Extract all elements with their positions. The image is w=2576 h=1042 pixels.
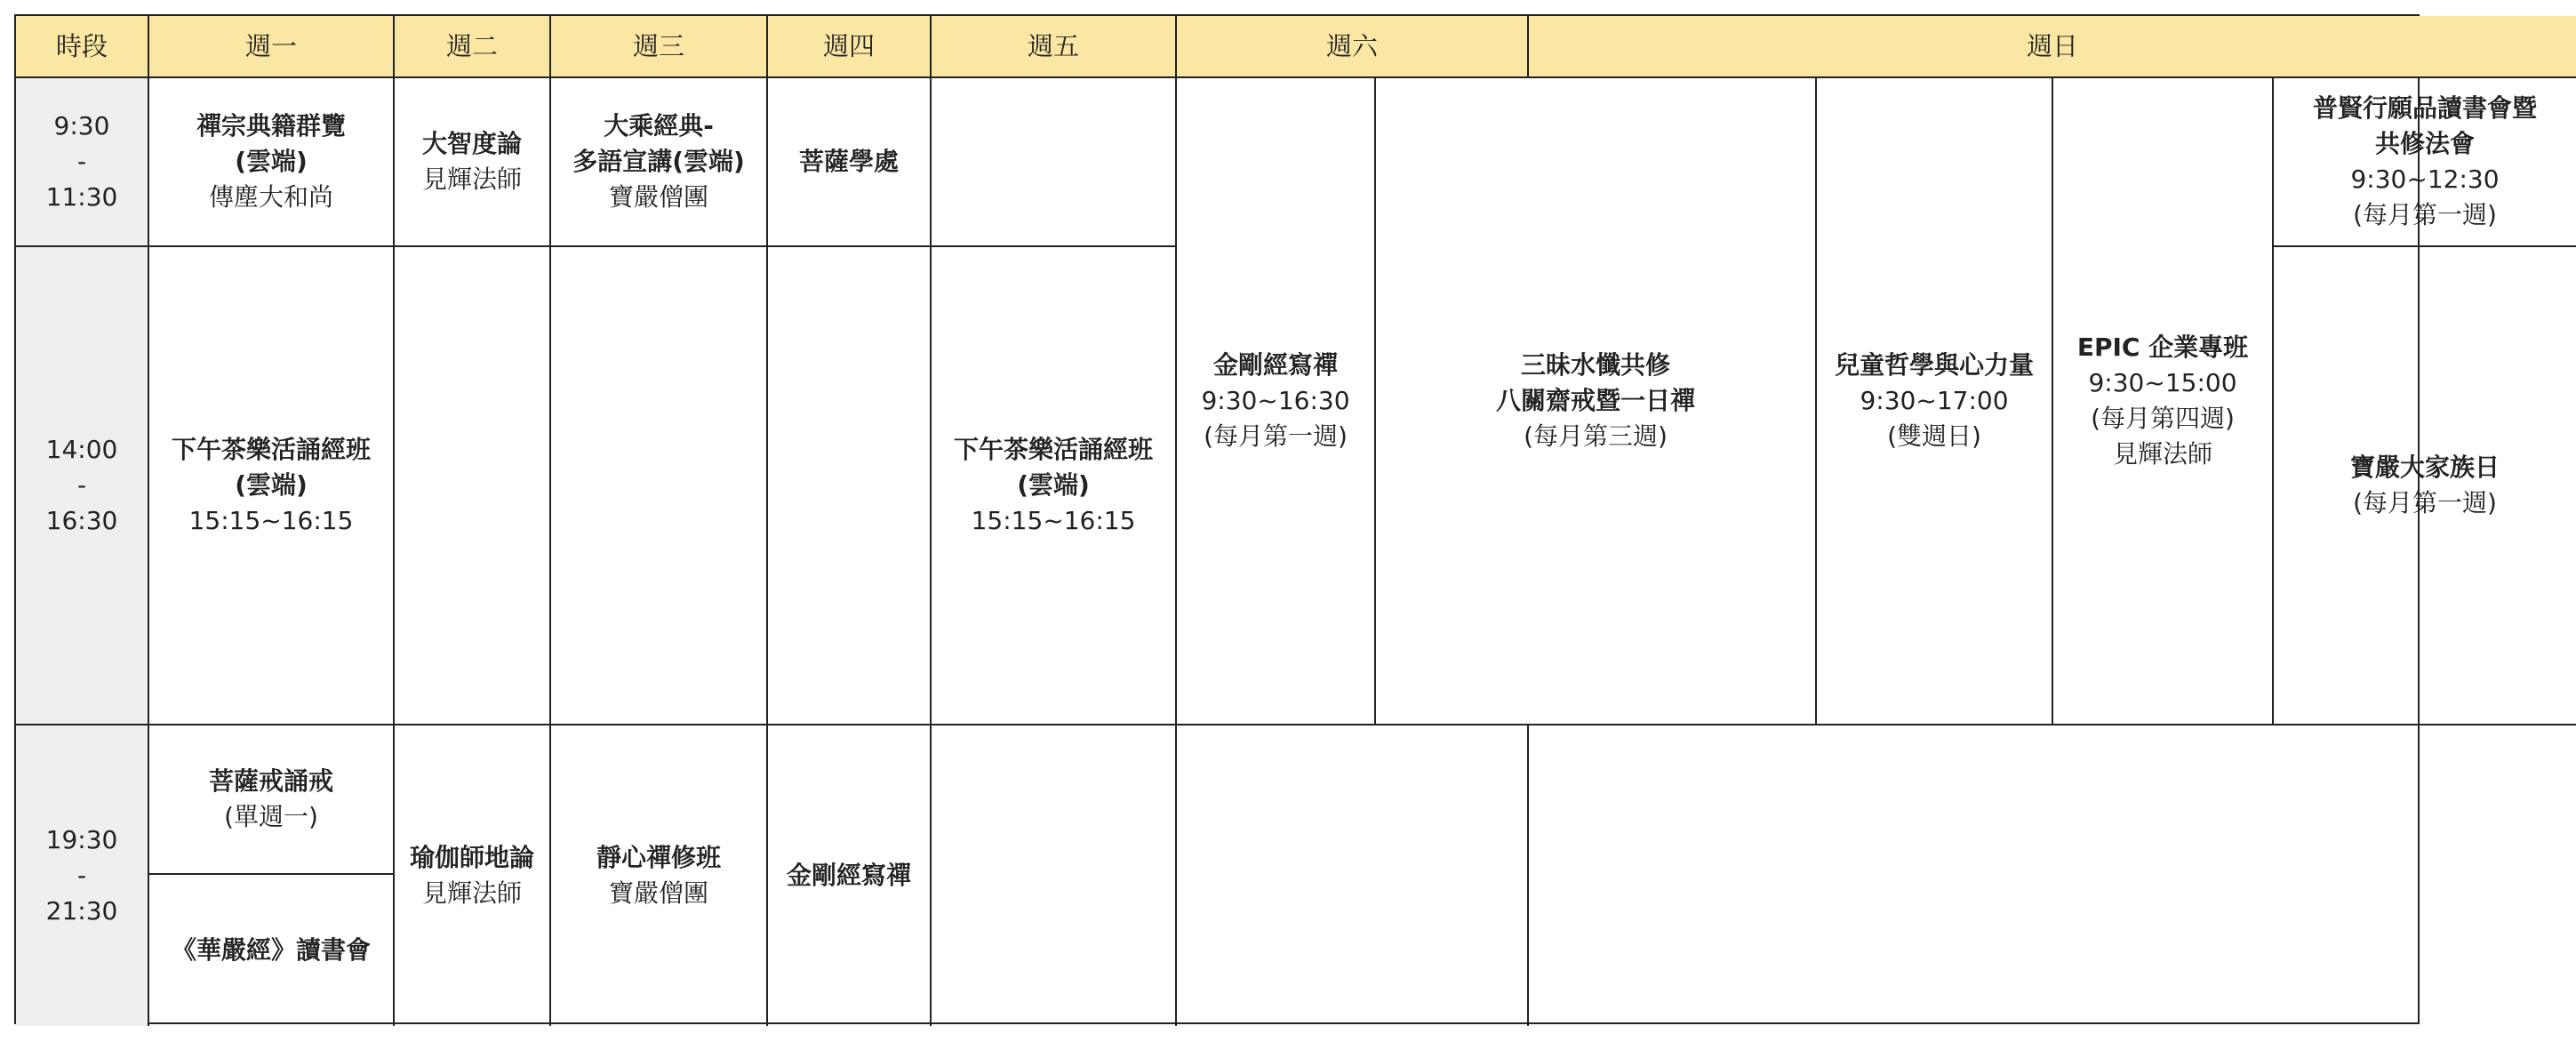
class-detail: 15:15~16:15 [971, 506, 1136, 535]
header-mon: 週一 [149, 16, 395, 78]
class-wed-evening [551, 725, 768, 1026]
schedule-table [14, 14, 2537, 1024]
class-detail: 9:30~17:00 [1860, 386, 2009, 415]
class-thu-morning [768, 78, 932, 247]
class-title: 共修法會 [2374, 129, 2475, 158]
header-sat: 週六 [1177, 16, 1529, 78]
class-title: 菩薩戒誦戒 [208, 766, 333, 796]
class-title: 普賢行願品讀書會暨 [2312, 93, 2537, 123]
class-sat-allday-b [1376, 78, 1817, 725]
header-wed: 週三 [551, 16, 768, 78]
time-line: - [76, 147, 87, 176]
class-title: 多語宣講(雲端) [572, 147, 745, 176]
class-title: 寶嚴大家族日 [2349, 453, 2500, 482]
class-mon-morning [149, 78, 395, 247]
class-title: 《華嚴經》讀書會 [171, 935, 371, 965]
header-thu: 週四 [768, 16, 932, 78]
class-title: 金剛經寫禪 [1212, 350, 1338, 380]
class-detail: (每月第一週) [1204, 421, 1348, 451]
header-period: 時段 [16, 16, 149, 78]
class-title: 大乘經典- [604, 111, 714, 140]
class-title: 瑜伽師地論 [409, 843, 534, 872]
class-title: (雲端) [235, 147, 308, 176]
time-line: - [76, 861, 87, 890]
class-sun-morning [2274, 78, 2576, 247]
class-detail: 傳塵大和尚 [208, 182, 333, 212]
class-detail: 9:30~16:30 [1201, 386, 1350, 415]
empty-sun-evening [1529, 725, 2576, 1026]
class-wed-morning [551, 78, 768, 247]
header-sun: 週日 [1529, 16, 2576, 78]
class-detail: (每月第四週) [2091, 404, 2235, 433]
class-title: 菩薩學處 [798, 147, 899, 176]
class-detail: 9:30~12:30 [2350, 164, 2500, 194]
class-detail: (每月第一週) [2353, 488, 2497, 517]
header-tue: 週二 [395, 16, 551, 78]
class-title: 下午茶樂活誦經班 [171, 435, 371, 464]
class-title: EPIC 企業專班 [2076, 333, 2249, 362]
class-mon-evening-top [149, 725, 395, 875]
class-detail: 見輝法師 [2112, 439, 2212, 469]
class-detail: 見輝法師 [421, 164, 522, 194]
time-line: 11:30 [45, 182, 118, 212]
class-tue-evening [395, 725, 551, 1026]
empty-sat-evening [1177, 725, 1529, 1026]
class-detail: 9:30~15:00 [2088, 368, 2237, 397]
class-detail: 15:15~16:15 [188, 506, 354, 535]
class-sat-allday-a [1177, 78, 1376, 725]
class-tue-morning [395, 78, 551, 247]
empty-fri-evening [932, 725, 1177, 1026]
class-sun-allday-b [2053, 78, 2274, 725]
time-line: 19:30 [45, 825, 118, 854]
time-line: 16:30 [45, 506, 118, 535]
class-title: (雲端) [1017, 470, 1090, 500]
class-fri-morning [932, 78, 1177, 247]
class-title: 禪宗典籍群覽 [196, 111, 346, 140]
class-title: 兒童哲學與心力量 [1834, 350, 2034, 380]
empty-wed-afternoon [551, 247, 768, 725]
time-line: 14:00 [45, 435, 118, 464]
class-title: (雲端) [235, 470, 308, 500]
class-title: 大智度論 [421, 129, 522, 158]
class-detail: (每月第一週) [2353, 200, 2497, 229]
time-afternoon [16, 247, 149, 725]
time-morning [16, 78, 149, 247]
empty-thu-afternoon [768, 247, 932, 725]
empty-tue-afternoon [395, 247, 551, 725]
class-thu-evening [768, 725, 932, 1026]
class-mon-evening-bottom [149, 875, 395, 1026]
time-line: 9:30 [53, 111, 110, 140]
class-mon-afternoon [149, 247, 395, 725]
class-detail: (每月第三週) [1524, 421, 1668, 451]
class-title: 八關齋戒暨一日禪 [1495, 386, 1695, 415]
time-line: - [76, 470, 87, 500]
class-sun-afternoon [2274, 247, 2576, 725]
class-detail: 寶嚴僧團 [608, 878, 708, 908]
header-fri: 週五 [932, 16, 1177, 78]
class-title: 金剛經寫禪 [786, 861, 911, 890]
class-fri-afternoon [932, 247, 1177, 725]
time-line: 21:30 [45, 896, 118, 926]
class-title: 三昧水懺共修 [1520, 350, 1670, 380]
class-sun-allday-a [1817, 78, 2053, 725]
class-title: 下午茶樂活誦經班 [953, 435, 1153, 464]
class-detail: (單週一) [224, 802, 318, 831]
class-title: 靜心禪修班 [596, 843, 721, 872]
time-evening [16, 725, 149, 1026]
class-detail: 見輝法師 [421, 878, 522, 908]
class-detail: 寶嚴僧團 [608, 182, 708, 212]
class-detail: (雙週日) [1887, 421, 1981, 451]
